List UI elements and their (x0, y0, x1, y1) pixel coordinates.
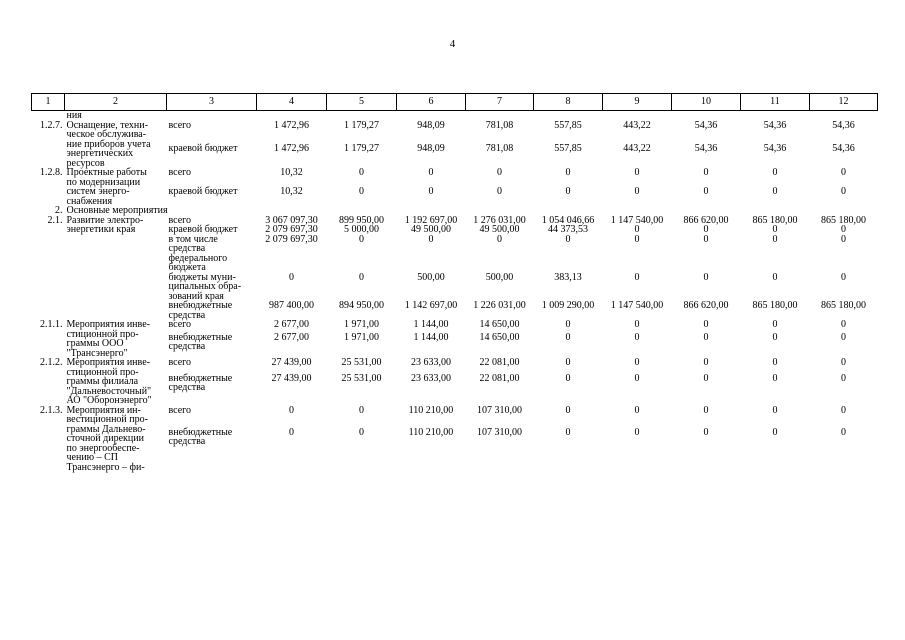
value-cell: 0 (772, 167, 778, 178)
row-code: 2.1. (47, 214, 63, 226)
value-cell: 10,32 (280, 167, 303, 178)
value-cell: 0 (703, 224, 709, 235)
column-header: 6 (397, 94, 466, 111)
value-cell: 0 (497, 167, 502, 178)
value-cell: 0 (841, 331, 846, 343)
empty-cell (32, 111, 65, 121)
column-header: 4 (257, 94, 327, 111)
value-cell: 866 620,00 (683, 300, 729, 311)
value-cell: 0 (359, 271, 364, 283)
value-cell: 865 180,00 (821, 214, 866, 226)
value-cell: 0 (841, 319, 846, 330)
value-cell: 0 (634, 331, 640, 343)
table-row (32, 320, 878, 333)
funding-source: внебюджетные средства (168, 426, 233, 448)
value-cell: 0 (841, 167, 846, 178)
value-cell: 0 (703, 186, 709, 197)
row-code: 2.1.2. (40, 357, 63, 368)
value-cell: 0 (634, 186, 640, 197)
empty-cell (741, 111, 810, 121)
row-name: Оснащение, техни- ческое обслужива- ние приборов учета энергетических ресурсов (66, 119, 151, 169)
value-cell: 0 (634, 357, 640, 368)
value-cell: 0 (289, 271, 294, 283)
value-cell: 1 009 290,00 (541, 300, 595, 311)
value-cell: 54,36 (763, 143, 787, 155)
value-cell: 0 (772, 426, 778, 438)
value-cell: 1 276 031,00 (473, 214, 526, 226)
value-cell: 5 000,00 (344, 224, 379, 235)
value-cell: 0 (359, 186, 364, 197)
value-cell: 0 (634, 426, 640, 438)
value-cell: 0 (772, 331, 778, 343)
table-row (32, 121, 878, 145)
empty-cell (810, 111, 878, 121)
value-cell: 0 (772, 357, 778, 368)
value-cell: 0 (703, 233, 709, 245)
row-name: Мероприятия инве- стиционной про- граммы ООО "Трансэнерго" (66, 319, 150, 359)
column-header: 11 (741, 94, 810, 111)
value-cell: 1 192 697,00 (404, 214, 458, 226)
value-cell: 0 (565, 233, 571, 245)
value-cell: 500,00 (485, 271, 514, 283)
row-code: 2.1.1. (40, 319, 63, 330)
value-cell: 899 950,00 (339, 214, 384, 226)
funding-source: всего (168, 357, 192, 368)
value-cell: 0 (703, 426, 709, 438)
value-cell: 0 (289, 404, 294, 416)
funding-source: всего (168, 404, 192, 416)
value-cell: 0 (359, 404, 364, 416)
value-cell: 0 (634, 372, 640, 384)
funding-source: краевой бюджет (168, 186, 238, 197)
funding-source: всего (168, 214, 192, 226)
value-cell: 0 (565, 331, 571, 343)
value-cell: 1 472,96 (274, 119, 309, 131)
value-cell: 1 226 031,00 (473, 300, 526, 311)
funding-source: всего (168, 167, 192, 178)
value-cell: 0 (841, 224, 846, 235)
value-cell: 0 (841, 233, 846, 245)
value-cell: 0 (289, 426, 294, 438)
value-cell: 865 180,00 (752, 214, 798, 226)
value-cell: 54,36 (832, 119, 855, 131)
value-cell: 107 310,00 (477, 426, 522, 438)
value-cell: 0 (497, 233, 502, 245)
value-cell: 557,85 (554, 119, 582, 131)
funding-source: внебюджетные средства (168, 331, 233, 353)
header-row (32, 94, 878, 111)
column-header: 1 (32, 94, 65, 111)
empty-cell (534, 111, 603, 121)
value-cell: 443,22 (623, 119, 651, 131)
table-row (32, 168, 878, 187)
value-cell: 1 142 697,00 (404, 300, 458, 311)
value-cell: 0 (841, 372, 846, 384)
value-cell: 107 310,00 (477, 404, 522, 416)
value-cell: 0 (634, 233, 640, 245)
value-cell: 0 (772, 233, 778, 245)
value-cell: 14 650,00 (479, 319, 520, 330)
value-cell: 0 (428, 167, 434, 178)
value-cell: 1 054 046,66 (541, 214, 595, 226)
value-cell: 0 (841, 426, 846, 438)
value-cell: 0 (772, 224, 778, 235)
value-cell: 500,00 (417, 271, 445, 283)
row-name: Мероприятия инве- стиционной про- граммы филиала "Дальневосточный" АО "Оборонэнерго" (66, 357, 152, 406)
value-cell: 1 144,00 (413, 319, 449, 330)
value-cell: 0 (772, 372, 778, 384)
value-cell: 0 (565, 186, 571, 197)
empty-cell (397, 111, 466, 121)
value-cell: 0 (428, 233, 434, 245)
column-header: 2 (65, 94, 167, 111)
value-cell: 0 (634, 271, 640, 283)
program-financing-table (31, 93, 878, 472)
carry-over-row (32, 111, 878, 121)
column-header: 7 (466, 94, 534, 111)
value-cell: 54,36 (694, 119, 718, 131)
value-cell: 54,36 (832, 143, 855, 155)
page-number: 4 (449, 38, 456, 50)
value-cell: 23 633,00 (411, 357, 451, 368)
value-cell: 0 (772, 404, 778, 416)
value-cell: 1 971,00 (344, 331, 379, 343)
value-cell: 0 (359, 233, 364, 245)
value-cell: 54,36 (763, 119, 787, 131)
column-header: 12 (810, 94, 878, 111)
value-cell: 44 373,53 (548, 224, 588, 235)
value-cell: 54,36 (694, 143, 718, 155)
value-cell: 2 677,00 (274, 331, 309, 343)
value-cell: 49 500,00 (479, 224, 520, 235)
value-cell: 1 472,96 (274, 143, 309, 155)
value-cell: 2 079 697,30 (265, 233, 318, 245)
value-cell: 866 620,00 (683, 214, 729, 226)
value-cell: 781,08 (485, 119, 514, 131)
value-cell: 1 179,27 (344, 119, 379, 131)
carry-text: ния (66, 110, 82, 121)
value-cell: 27 439,00 (271, 357, 312, 368)
funding-source: всего (168, 119, 192, 131)
funding-source: в том числе средства федерального бюджета (168, 233, 228, 273)
value-cell: 0 (841, 186, 846, 197)
value-cell: 0 (634, 167, 640, 178)
empty-cell (672, 111, 741, 121)
value-cell: 23 633,00 (411, 372, 451, 384)
value-cell: 894 950,00 (339, 300, 384, 311)
value-cell: 0 (565, 357, 571, 368)
value-cell: 27 439,00 (271, 372, 312, 384)
empty-cell (167, 111, 257, 121)
row-code: 2.1.3. (40, 404, 63, 416)
value-cell: 948,09 (417, 119, 445, 131)
value-cell: 1 971,00 (344, 319, 379, 330)
value-cell: 0 (841, 271, 846, 283)
value-cell: 0 (703, 331, 709, 343)
funding-source: всего (168, 319, 192, 330)
empty-cell (603, 111, 672, 121)
value-cell: 0 (703, 372, 709, 384)
value-cell: 781,08 (485, 143, 514, 155)
column-header: 3 (167, 94, 257, 111)
value-cell: 110 210,00 (408, 426, 454, 438)
table-row (32, 358, 878, 374)
funding-source: бюджеты муни- ципальных обра- зований края (168, 271, 242, 302)
value-cell: 0 (703, 319, 709, 330)
row-code: 1.2.7. (40, 119, 63, 131)
empty-cell (466, 111, 534, 121)
funding-source: внебюджетные средства (168, 300, 233, 321)
value-cell: 0 (772, 271, 778, 283)
value-cell: 10,32 (280, 186, 303, 197)
value-cell: 0 (703, 167, 709, 178)
value-cell: 22 081,00 (479, 372, 520, 384)
value-cell: 1 179,27 (344, 143, 379, 155)
value-cell: 0 (634, 319, 640, 330)
value-cell: 0 (428, 186, 434, 197)
row-name: Мероприятия ин- вестиционной про- граммы Дальнево- сточной дирекции по энергообеспе- чению – СП Трансэнерго – фи- (66, 404, 148, 473)
value-cell: 557,85 (554, 143, 582, 155)
value-cell: 49 500,00 (411, 224, 451, 235)
value-cell: 0 (703, 357, 709, 368)
value-cell: 25 531,00 (341, 372, 382, 384)
value-cell: 0 (772, 319, 778, 330)
funding-source: внебюджетные средства (168, 372, 233, 394)
value-cell: 948,09 (417, 143, 445, 155)
value-cell: 0 (565, 319, 571, 330)
value-cell: 1 147 540,00 (610, 300, 664, 311)
row-name: Основные мероприятия (66, 205, 168, 216)
value-cell: 0 (359, 167, 364, 178)
value-cell: 0 (841, 404, 846, 416)
value-cell: 1 147 540,00 (610, 214, 664, 226)
value-cell: 2 079 697,30 (265, 224, 318, 235)
value-cell: 2 677,00 (274, 319, 309, 330)
value-cell: 25 531,00 (341, 357, 382, 368)
empty-cell (327, 111, 397, 121)
table-row (32, 406, 878, 428)
table-row (32, 216, 878, 226)
value-cell: 987 400,00 (269, 300, 314, 311)
value-cell: 0 (703, 271, 709, 283)
value-cell: 383,13 (554, 271, 582, 283)
value-cell: 22 081,00 (479, 357, 520, 368)
value-cell: 1 144,00 (413, 331, 449, 343)
value-cell: 14 650,00 (479, 331, 520, 343)
value-cell: 3 067 097,30 (265, 214, 318, 226)
column-header: 9 (603, 94, 672, 111)
value-cell: 0 (841, 357, 846, 368)
value-cell: 0 (634, 404, 640, 416)
value-cell: 0 (565, 426, 571, 438)
row-code: 2. (55, 205, 63, 216)
value-cell: 443,22 (623, 143, 651, 155)
value-cell: 0 (565, 167, 571, 178)
column-header: 5 (327, 94, 397, 111)
column-header: 10 (672, 94, 741, 111)
row-code: 1.2.8. (40, 167, 63, 178)
row-name: Развитие электро- энергетики края (66, 214, 144, 235)
value-cell: 0 (565, 404, 571, 416)
value-cell: 110 210,00 (408, 404, 454, 416)
funding-source: краевой бюджет (168, 143, 238, 155)
value-cell: 0 (497, 186, 502, 197)
value-cell: 865 180,00 (752, 300, 798, 311)
value-cell: 0 (634, 224, 640, 235)
value-cell: 865 180,00 (821, 300, 866, 311)
row-name: Проектные работы по модернизации систем энерго- снабжения (66, 167, 147, 207)
column-header: 8 (534, 94, 603, 111)
empty-cell (257, 111, 327, 121)
value-cell: 0 (565, 372, 571, 384)
funding-source: краевой бюджет (168, 224, 238, 235)
value-cell: 0 (772, 186, 778, 197)
value-cell: 0 (703, 404, 709, 416)
value-cell: 0 (359, 426, 364, 438)
